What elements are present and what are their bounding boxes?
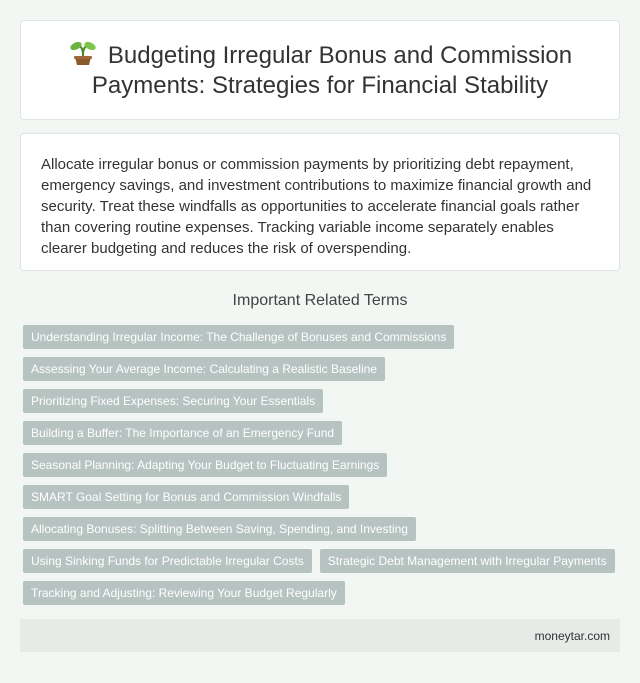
related-term-tag[interactable]: Allocating Bonuses: Splitting Between Saving, Spending, and Investing — [23, 517, 416, 541]
summary-text: Allocate irregular bonus or commission payments by prioritizing debt repayment, emergency savings, and investment contributions to maximize financial growth and security. Treat these windfalls as opportunities to accelerate financial goals rather than covering routine expenses. Tracking variable income separately enables clearer budgeting and reduces the risk of overspending. — [41, 156, 592, 257]
header-card — [20, 20, 620, 120]
sprout-icon — [68, 40, 98, 66]
related-terms-list — [23, 325, 623, 605]
related-term-tag[interactable]: Assessing Your Average Income: Calculating a Realistic Baseline — [23, 357, 385, 381]
page-title-text: Budgeting Irregular Bonus and Commission Payments: Strategies for Financial Stability — [91, 41, 573, 99]
related-term-tag[interactable]: Understanding Irregular Income: The Challenge of Bonuses and Commissions — [23, 325, 454, 349]
related-term-tag[interactable]: Strategic Debt Management with Irregular Payments — [320, 549, 615, 573]
related-term-tag[interactable]: Using Sinking Funds for Predictable Irregular Costs — [23, 549, 312, 573]
related-term-tag[interactable]: Tracking and Adjusting: Reviewing Your Budget Regularly — [23, 581, 345, 605]
footer-site-link[interactable]: moneytar.com — [534, 628, 610, 643]
related-term-tag[interactable]: Seasonal Planning: Adapting Your Budget to Fluctuating Earnings — [23, 453, 387, 477]
summary-card — [20, 133, 620, 271]
related-term-tag[interactable]: Prioritizing Fixed Expenses: Securing Your Essentials — [23, 389, 323, 413]
footer — [20, 619, 620, 652]
related-terms-heading: Important Related Terms — [232, 292, 408, 309]
related-term-tag[interactable]: Building a Buffer: The Importance of an Emergency Fund — [23, 421, 342, 445]
related-term-tag[interactable]: SMART Goal Setting for Bonus and Commission Windfalls — [23, 485, 349, 509]
page-title — [51, 40, 589, 101]
